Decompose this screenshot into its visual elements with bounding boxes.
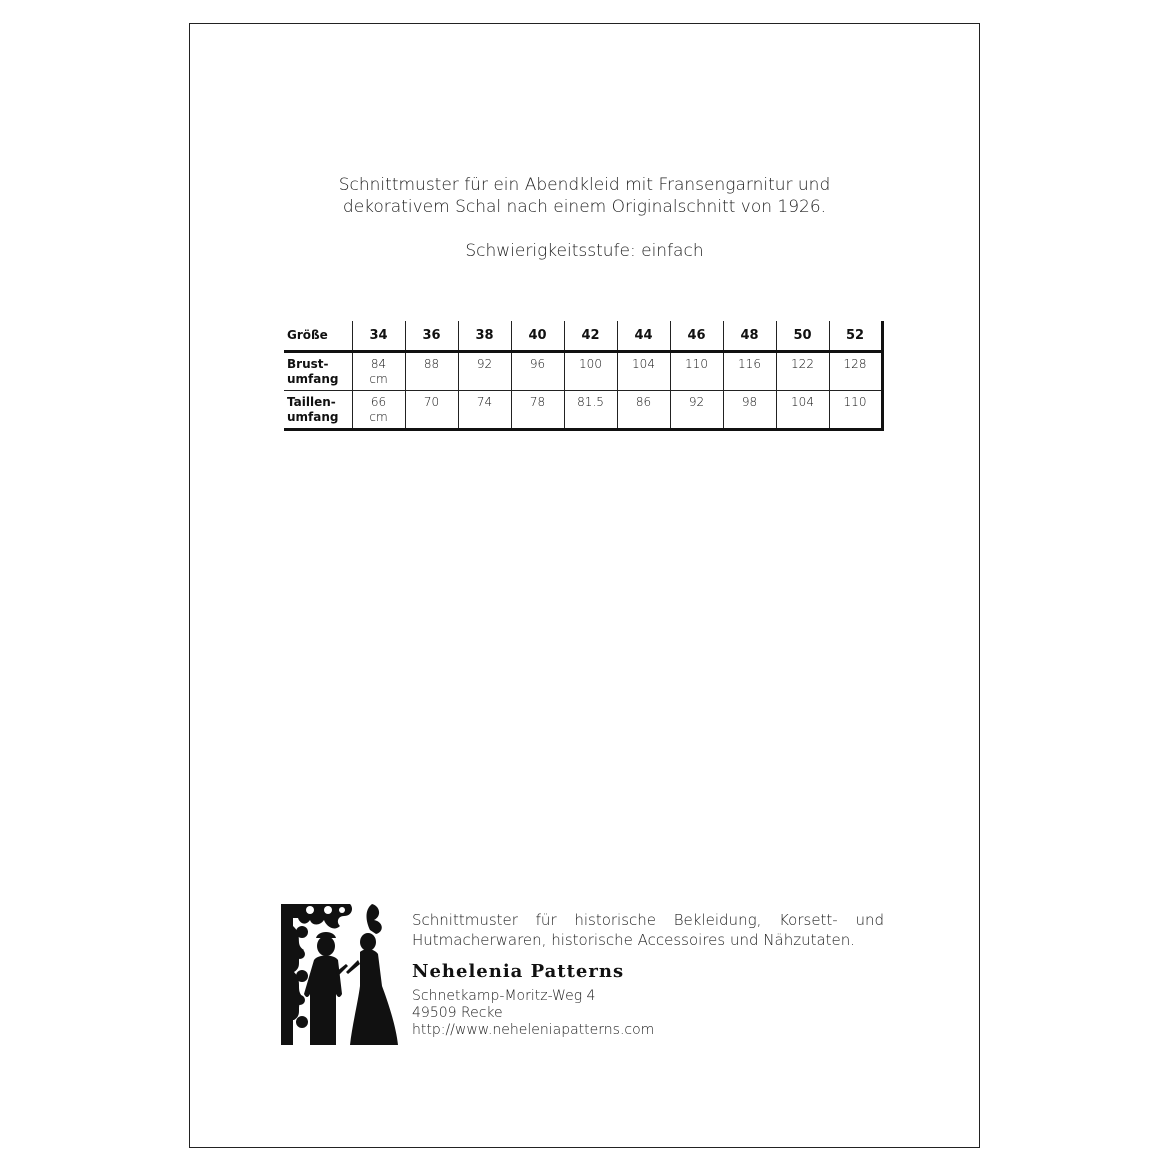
table-cell: 98 <box>723 390 776 429</box>
size-header: 52 <box>829 321 882 351</box>
table-cell <box>352 351 405 390</box>
row-label-bust <box>284 351 352 390</box>
table-cell: 110 <box>670 351 723 390</box>
table-cell: 92 <box>458 351 511 390</box>
size-header: 46 <box>670 321 723 351</box>
row-label-line: Brust- <box>287 356 329 371</box>
size-header: 40 <box>511 321 564 351</box>
table-cell: 88 <box>405 351 458 390</box>
address-street: Schnetkamp-Moritz-Weg 4 <box>412 988 596 1004</box>
size-header: 38 <box>458 321 511 351</box>
table-cell: 128 <box>829 351 882 390</box>
intro-line-2: dekorativem Schal nach einem Originalschnitt von 1926. <box>342 197 827 217</box>
difficulty-level: Schwierigkeitsstufe: einfach <box>465 241 704 261</box>
table-row-waist <box>284 390 882 429</box>
brand-silhouette-logo-icon <box>280 902 402 1047</box>
cell-unit: cm <box>369 409 388 424</box>
table-cell <box>352 390 405 429</box>
size-header: 34 <box>352 321 405 351</box>
table-cell: 104 <box>776 390 829 429</box>
table-cell: 86 <box>617 390 670 429</box>
row-label-line: Taillen- <box>287 394 336 409</box>
intro-text <box>190 174 979 262</box>
table-cell: 100 <box>564 351 617 390</box>
table-row-bust <box>284 351 882 390</box>
row-label-line: umfang <box>287 371 339 386</box>
size-header: 44 <box>617 321 670 351</box>
intro-line-1: Schnittmuster für ein Abendkleid mit Fransengarnitur und <box>338 175 831 195</box>
size-header-label: Größe <box>284 321 352 351</box>
size-chart-table <box>284 321 884 431</box>
cell-value: 84 <box>370 356 387 371</box>
table-header-row <box>284 321 882 351</box>
size-header: 48 <box>723 321 776 351</box>
brand-name: Nehelenia Patterns <box>412 961 625 982</box>
table-cell: 116 <box>723 351 776 390</box>
table-cell: 70 <box>405 390 458 429</box>
cell-value: 66 <box>370 394 387 409</box>
table-cell: 92 <box>670 390 723 429</box>
row-label-line: umfang <box>287 409 339 424</box>
cell-unit: cm <box>369 371 388 386</box>
row-label-waist <box>284 390 352 429</box>
table-cell: 74 <box>458 390 511 429</box>
table-cell: 96 <box>511 351 564 390</box>
table-cell: 104 <box>617 351 670 390</box>
document-page <box>189 23 980 1148</box>
footer-info <box>412 910 884 1039</box>
table-cell: 122 <box>776 351 829 390</box>
table-cell: 110 <box>829 390 882 429</box>
footer-tagline: Schnittmuster für historische Bekleidung, Korsett- und Hutmacherwaren, historische Accessoires und Nähzutaten. <box>412 911 884 949</box>
size-header: 36 <box>405 321 458 351</box>
table-cell: 78 <box>511 390 564 429</box>
website-link[interactable]: http://www.neheleniapatterns.com <box>412 1022 655 1038</box>
table-cell: 81.5 <box>564 390 617 429</box>
size-header: 50 <box>776 321 829 351</box>
address-city: 49509 Recke <box>412 1005 503 1021</box>
size-header: 42 <box>564 321 617 351</box>
